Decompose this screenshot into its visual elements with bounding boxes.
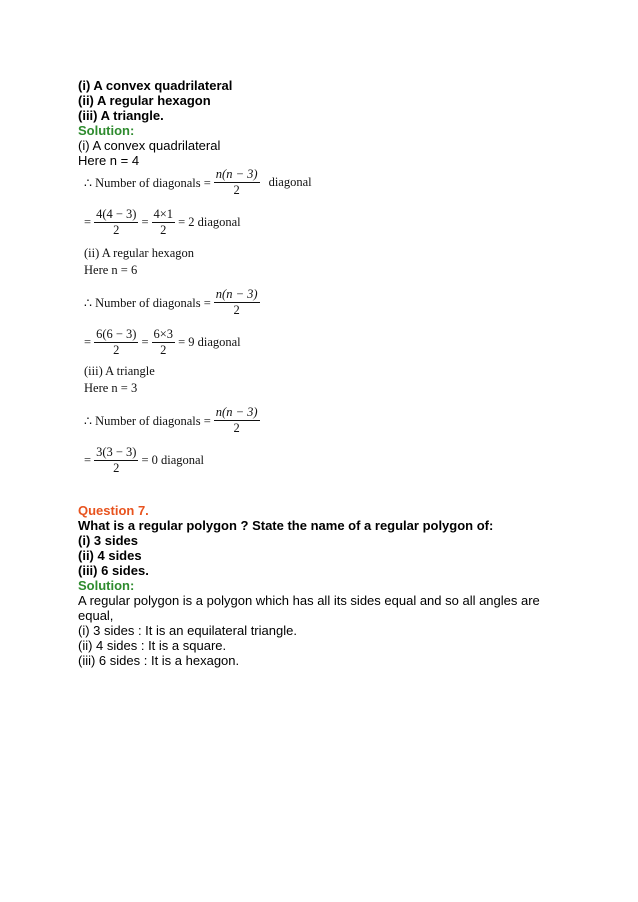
formula-denominator-3: 2	[233, 421, 240, 435]
formula-numerator-2: n(n − 3)	[215, 287, 258, 301]
question7-answer-1: (i) 3 sides : It is an equilateral triangle.	[78, 623, 297, 638]
question7-option-1: (i) 3 sides	[78, 533, 138, 548]
solution-label: Solution:	[78, 123, 135, 138]
step1-den2: 2	[160, 223, 167, 237]
step2-fraction-1	[94, 328, 138, 357]
step2-result: = 9 diagonal	[178, 335, 241, 349]
question7-solution-label: Solution:	[78, 578, 135, 593]
intro-option-3: (iii) A triangle.	[78, 108, 164, 123]
question7-answer-line-1: A regular polygon is a polygon which has all its sides equal and so all angles are	[78, 593, 540, 608]
part1-title: (i) A convex quadrilateral	[78, 138, 221, 153]
formula-denominator-2: 2	[233, 303, 240, 317]
intro-option-2: (ii) A regular hexagon	[78, 93, 211, 108]
formula-line-2	[84, 288, 263, 317]
question7-answer-3: (iii) 6 sides : It is a hexagon.	[78, 653, 240, 668]
therefore-text: ∴ Number of diagonals =	[84, 175, 211, 190]
formula-fraction-2	[214, 288, 260, 317]
step2-equals: =	[84, 335, 92, 349]
step1-line: = $\frac{4(4 - 3)}{2}$ = $\frac{4\times 1}{2}$ = 2 diagonal	[84, 207, 241, 237]
step1-equals: =	[84, 215, 92, 229]
part3-title: (iii) A triangle	[84, 364, 155, 378]
question7-answer-2: (ii) 4 sides : It is a square.	[78, 638, 227, 653]
step3-equals: =	[84, 453, 92, 467]
therefore-text-3: ∴ Number of diagonals =	[84, 413, 211, 428]
step2-line: = $\frac{6(6 - 3)}{2}$ = $\frac{6\times 3}{2}$ = 9 diagonal	[84, 327, 241, 357]
step1-result: = 2 diagonal	[178, 215, 241, 229]
step2-den1: 2	[113, 343, 120, 357]
step3-result: = 0 diagonal	[141, 453, 205, 467]
step1-fraction-1	[94, 208, 138, 237]
step2-num2: 6×3	[153, 327, 174, 341]
formula-denominator: 2	[233, 183, 240, 197]
formula-numerator: n(n − 3)	[215, 167, 258, 181]
step1-num2: 4×1	[153, 207, 174, 221]
math-solution-block	[84, 168, 344, 478]
part2-title: (ii) A regular hexagon	[84, 246, 195, 260]
formula-fraction-3	[214, 406, 260, 435]
step2-num1: 6(6 − 3)	[96, 327, 137, 341]
formula-numerator-3: n(n − 3)	[215, 405, 258, 419]
therefore-text-2: ∴ Number of diagonals =	[84, 295, 211, 310]
intro-option-1: (i) A convex quadrilateral	[78, 78, 233, 93]
diagonal-word: diagonal	[268, 175, 312, 189]
step3-num1: 3(3 − 3)	[96, 445, 137, 459]
formula-line-3	[84, 406, 263, 435]
formula-line-1	[84, 168, 312, 197]
step2-fraction-2	[152, 328, 176, 357]
question7-option-3: (iii) 6 sides.	[78, 563, 149, 578]
question7-heading: Question 7.	[78, 503, 149, 518]
step1-fraction-2	[152, 208, 176, 237]
step1-num1: 4(4 − 3)	[96, 207, 137, 221]
question7-option-2: (ii) 4 sides	[78, 548, 142, 563]
step3-den1: 2	[113, 461, 120, 475]
part1-here: Here n = 4	[78, 153, 140, 168]
step3-fraction-1	[94, 446, 138, 475]
part3-here: Here n = 3	[84, 381, 138, 395]
step1-den1: 2	[113, 223, 120, 237]
part2-here: Here n = 6	[84, 263, 138, 277]
question7-text: What is a regular polygon ? State the name of a regular polygon of:	[78, 518, 494, 533]
formula-fraction	[214, 168, 260, 197]
step3-line	[84, 446, 204, 475]
question7-answer-line-2: equal,	[78, 608, 114, 623]
step2-den2: 2	[160, 343, 167, 357]
